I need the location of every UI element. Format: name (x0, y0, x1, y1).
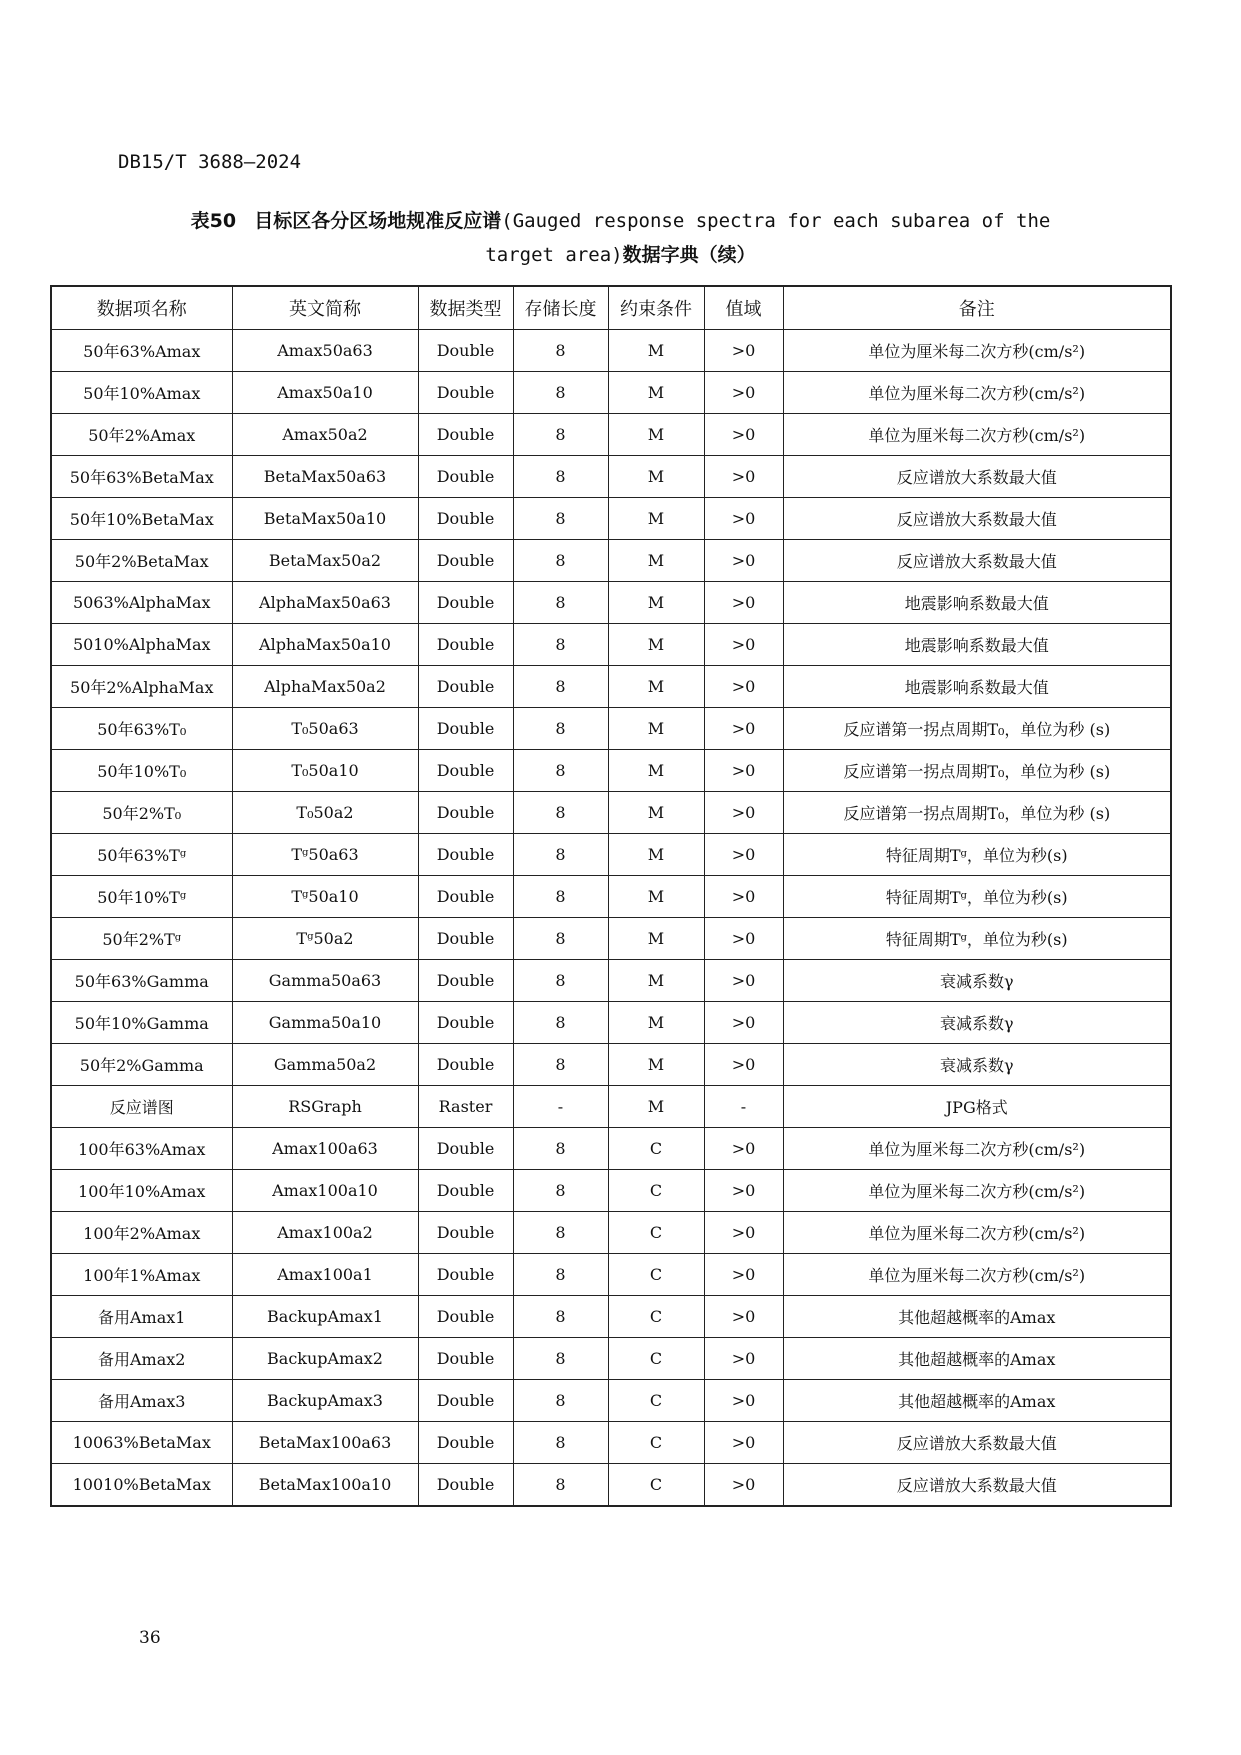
cell-length: 8 (513, 1212, 608, 1254)
cell-constraint: M (608, 1002, 704, 1044)
cell-range: >0 (704, 582, 783, 624)
cell-abbr: Amax50a2 (232, 414, 418, 456)
cell-note: 衰减系数γ (783, 1002, 1171, 1044)
cell-abbr: Amax50a63 (232, 330, 418, 372)
cell-abbr: AlphaMax50a2 (232, 666, 418, 708)
cell-name: 10010%BetaMax (51, 1464, 232, 1507)
cell-length: 8 (513, 1338, 608, 1380)
cell-type: Double (418, 1212, 513, 1254)
cell-length: 8 (513, 456, 608, 498)
cell-length: 8 (513, 1002, 608, 1044)
table-row (51, 708, 1171, 750)
cell-length: 8 (513, 1464, 608, 1507)
cell-note: 特征周期Tᵍ，单位为秒(s) (783, 834, 1171, 876)
table-row (51, 834, 1171, 876)
table-row (51, 498, 1171, 540)
cell-length: 8 (513, 750, 608, 792)
cell-length: 8 (513, 1380, 608, 1422)
cell-abbr: Gamma50a10 (232, 1002, 418, 1044)
cell-constraint: M (608, 666, 704, 708)
table-number: 表50 (190, 210, 237, 232)
cell-type: Double (418, 708, 513, 750)
cell-length: 8 (513, 372, 608, 414)
table-row (51, 666, 1171, 708)
cell-type: Double (418, 1296, 513, 1338)
table-row (51, 1422, 1171, 1464)
cell-range: >0 (704, 876, 783, 918)
cell-note: 反应谱放大系数最大值 (783, 1422, 1171, 1464)
cell-note: 衰减系数γ (783, 960, 1171, 1002)
table-row (51, 1170, 1171, 1212)
cell-constraint: C (608, 1170, 704, 1212)
table-row (51, 1212, 1171, 1254)
cell-constraint: C (608, 1380, 704, 1422)
cell-length: 8 (513, 1254, 608, 1296)
table-name-en-2: target area) (485, 244, 623, 266)
col-header-type: 数据类型 (418, 286, 513, 330)
cell-constraint: M (608, 330, 704, 372)
cell-name: 50年10%BetaMax (51, 498, 232, 540)
cell-note: 反应谱第一拐点周期T₀，单位为秒 (s) (783, 708, 1171, 750)
cell-type: Double (418, 1464, 513, 1507)
cell-constraint: M (608, 582, 704, 624)
cell-length: 8 (513, 498, 608, 540)
table-row (51, 750, 1171, 792)
table-row (51, 1002, 1171, 1044)
table-row (51, 330, 1171, 372)
cell-range: >0 (704, 666, 783, 708)
cell-type: Double (418, 918, 513, 960)
cell-range: - (704, 1086, 783, 1128)
cell-name: 100年10%Amax (51, 1170, 232, 1212)
cell-type: Double (418, 330, 513, 372)
cell-note: 单位为厘米每二次方秒(cm/s²) (783, 1170, 1171, 1212)
cell-constraint: M (608, 414, 704, 456)
table-row (51, 1464, 1171, 1507)
cell-range: >0 (704, 498, 783, 540)
cell-abbr: Amax100a2 (232, 1212, 418, 1254)
cell-type: Double (418, 750, 513, 792)
cell-constraint: M (608, 456, 704, 498)
cell-note: 其他超越概率的Amax (783, 1380, 1171, 1422)
cell-length: 8 (513, 918, 608, 960)
cell-name: 50年63%Amax (51, 330, 232, 372)
cell-name: 5010%AlphaMax (51, 624, 232, 666)
cell-name: 50年63%BetaMax (51, 456, 232, 498)
cell-type: Double (418, 834, 513, 876)
cell-name: 50年10%Gamma (51, 1002, 232, 1044)
cell-note: 单位为厘米每二次方秒(cm/s²) (783, 1128, 1171, 1170)
cell-note: 单位为厘米每二次方秒(cm/s²) (783, 330, 1171, 372)
cell-type: Double (418, 1422, 513, 1464)
table-row (51, 1254, 1171, 1296)
cell-range: >0 (704, 960, 783, 1002)
cell-length: 8 (513, 582, 608, 624)
table-title (0, 204, 1241, 272)
cell-abbr: Gamma50a2 (232, 1044, 418, 1086)
cell-range: >0 (704, 540, 783, 582)
table-row (51, 1086, 1171, 1128)
cell-abbr: T₀50a63 (232, 708, 418, 750)
col-header-range: 值域 (704, 286, 783, 330)
cell-name: 50年63%T₀ (51, 708, 232, 750)
cell-length: 8 (513, 1128, 608, 1170)
cell-constraint: M (608, 876, 704, 918)
cell-constraint: M (608, 792, 704, 834)
data-dictionary-table (50, 285, 1172, 1507)
cell-range: >0 (704, 792, 783, 834)
cell-note: 单位为厘米每二次方秒(cm/s²) (783, 414, 1171, 456)
cell-length: 8 (513, 960, 608, 1002)
table-row (51, 414, 1171, 456)
cell-range: >0 (704, 708, 783, 750)
cell-range: >0 (704, 1044, 783, 1086)
cell-range: >0 (704, 918, 783, 960)
cell-length: - (513, 1086, 608, 1128)
cell-length: 8 (513, 834, 608, 876)
table-row (51, 1296, 1171, 1338)
cell-note: 反应谱放大系数最大值 (783, 456, 1171, 498)
cell-type: Double (418, 1380, 513, 1422)
cell-abbr: BackupAmax2 (232, 1338, 418, 1380)
cell-constraint: M (608, 834, 704, 876)
cell-constraint: M (608, 624, 704, 666)
cell-length: 8 (513, 1044, 608, 1086)
cell-range: >0 (704, 1254, 783, 1296)
cell-name: 50年63%Tᵍ (51, 834, 232, 876)
cell-abbr: Amax50a10 (232, 372, 418, 414)
cell-type: Double (418, 1002, 513, 1044)
cell-name: 50年10%Tᵍ (51, 876, 232, 918)
cell-name: 50年2%Amax (51, 414, 232, 456)
cell-note: 单位为厘米每二次方秒(cm/s²) (783, 1212, 1171, 1254)
cell-constraint: C (608, 1254, 704, 1296)
cell-range: >0 (704, 834, 783, 876)
cell-type: Double (418, 498, 513, 540)
cell-name: 100年1%Amax (51, 1254, 232, 1296)
cell-abbr: AlphaMax50a10 (232, 624, 418, 666)
cell-type: Double (418, 792, 513, 834)
cell-constraint: C (608, 1422, 704, 1464)
cell-constraint: M (608, 708, 704, 750)
cell-note: JPG格式 (783, 1086, 1171, 1128)
cell-note: 单位为厘米每二次方秒(cm/s²) (783, 1254, 1171, 1296)
cell-length: 8 (513, 708, 608, 750)
cell-length: 8 (513, 1422, 608, 1464)
cell-range: >0 (704, 1002, 783, 1044)
cell-range: >0 (704, 1170, 783, 1212)
cell-abbr: Amax100a10 (232, 1170, 418, 1212)
cell-abbr: T₀50a2 (232, 792, 418, 834)
cell-note: 反应谱放大系数最大值 (783, 540, 1171, 582)
cell-constraint: C (608, 1128, 704, 1170)
cell-name: 50年2%BetaMax (51, 540, 232, 582)
cell-range: >0 (704, 414, 783, 456)
table-row (51, 1338, 1171, 1380)
cell-abbr: Amax100a63 (232, 1128, 418, 1170)
cell-type: Double (418, 876, 513, 918)
cell-name: 100年63%Amax (51, 1128, 232, 1170)
col-header-constraint: 约束条件 (608, 286, 704, 330)
cell-range: >0 (704, 1338, 783, 1380)
cell-range: >0 (704, 1296, 783, 1338)
cell-range: >0 (704, 750, 783, 792)
cell-name: 5063%AlphaMax (51, 582, 232, 624)
cell-note: 特征周期Tᵍ，单位为秒(s) (783, 918, 1171, 960)
cell-abbr: Gamma50a63 (232, 960, 418, 1002)
cell-name: 50年2%Tᵍ (51, 918, 232, 960)
col-header-note: 备注 (783, 286, 1171, 330)
col-header-length: 存储长度 (513, 286, 608, 330)
cell-note: 其他超越概率的Amax (783, 1296, 1171, 1338)
table-row (51, 540, 1171, 582)
cell-constraint: M (608, 1044, 704, 1086)
header-row (51, 286, 1171, 330)
cell-length: 8 (513, 414, 608, 456)
cell-constraint: M (608, 750, 704, 792)
cell-abbr: Tᵍ50a2 (232, 918, 418, 960)
cell-name: 50年2%AlphaMax (51, 666, 232, 708)
document-code: DB15/T 3688—2024 (118, 151, 302, 173)
cell-constraint: C (608, 1338, 704, 1380)
cell-constraint: C (608, 1212, 704, 1254)
cell-abbr: Tᵍ50a63 (232, 834, 418, 876)
cell-abbr: BackupAmax3 (232, 1380, 418, 1422)
cell-note: 反应谱第一拐点周期T₀，单位为秒 (s) (783, 792, 1171, 834)
cell-name: 50年10%Amax (51, 372, 232, 414)
cell-length: 8 (513, 330, 608, 372)
table-row (51, 792, 1171, 834)
cell-type: Double (418, 1338, 513, 1380)
cell-abbr: RSGraph (232, 1086, 418, 1128)
table-body (51, 330, 1171, 1507)
cell-abbr: BetaMax100a10 (232, 1464, 418, 1507)
cell-type: Double (418, 1044, 513, 1086)
cell-name: 50年2%Gamma (51, 1044, 232, 1086)
cell-range: >0 (704, 1380, 783, 1422)
cell-constraint: M (608, 1086, 704, 1128)
cell-note: 反应谱第一拐点周期T₀，单位为秒 (s) (783, 750, 1171, 792)
cell-range: >0 (704, 1128, 783, 1170)
cell-name: 反应谱图 (51, 1086, 232, 1128)
cell-abbr: Tᵍ50a10 (232, 876, 418, 918)
cell-abbr: BetaMax100a63 (232, 1422, 418, 1464)
table-row (51, 918, 1171, 960)
cell-name: 50年10%T₀ (51, 750, 232, 792)
cell-range: >0 (704, 1422, 783, 1464)
cell-abbr: BetaMax50a2 (232, 540, 418, 582)
cell-type: Double (418, 1170, 513, 1212)
col-header-name: 数据项名称 (51, 286, 232, 330)
cell-length: 8 (513, 792, 608, 834)
page-number: 36 (139, 1628, 161, 1648)
cell-abbr: BackupAmax1 (232, 1296, 418, 1338)
cell-note: 地震影响系数最大值 (783, 666, 1171, 708)
cell-length: 8 (513, 624, 608, 666)
cell-note: 反应谱放大系数最大值 (783, 498, 1171, 540)
table-name-cn: 目标区各分区场地规准反应谱 (254, 210, 502, 232)
cell-note: 地震影响系数最大值 (783, 624, 1171, 666)
cell-type: Double (418, 414, 513, 456)
cell-constraint: M (608, 960, 704, 1002)
cell-name: 备用Amax1 (51, 1296, 232, 1338)
table-row (51, 582, 1171, 624)
cell-name: 备用Amax2 (51, 1338, 232, 1380)
table-name-en-1: (Gauged response spectra for each subarea of the (501, 210, 1051, 232)
cell-constraint: C (608, 1464, 704, 1507)
cell-abbr: AlphaMax50a63 (232, 582, 418, 624)
table-row (51, 624, 1171, 666)
cell-note: 反应谱放大系数最大值 (783, 1464, 1171, 1507)
cell-name: 100年2%Amax (51, 1212, 232, 1254)
cell-range: >0 (704, 330, 783, 372)
cell-abbr: Amax100a1 (232, 1254, 418, 1296)
cell-name: 50年2%T₀ (51, 792, 232, 834)
cell-type: Double (418, 666, 513, 708)
cell-constraint: M (608, 498, 704, 540)
cell-type: Double (418, 540, 513, 582)
cell-type: Double (418, 372, 513, 414)
cell-range: >0 (704, 624, 783, 666)
cell-type: Double (418, 1254, 513, 1296)
table-row (51, 960, 1171, 1002)
cell-type: Double (418, 960, 513, 1002)
cell-note: 地震影响系数最大值 (783, 582, 1171, 624)
table-name-suffix: 数据字典（续） (622, 244, 756, 266)
cell-constraint: C (608, 1296, 704, 1338)
cell-type: Double (418, 456, 513, 498)
table-row (51, 1380, 1171, 1422)
cell-length: 8 (513, 876, 608, 918)
cell-type: Raster (418, 1086, 513, 1128)
cell-range: >0 (704, 1464, 783, 1507)
table-row (51, 1128, 1171, 1170)
cell-type: Double (418, 1128, 513, 1170)
cell-note: 单位为厘米每二次方秒(cm/s²) (783, 372, 1171, 414)
cell-name: 备用Amax3 (51, 1380, 232, 1422)
table-row (51, 456, 1171, 498)
cell-length: 8 (513, 540, 608, 582)
cell-abbr: T₀50a10 (232, 750, 418, 792)
cell-abbr: BetaMax50a63 (232, 456, 418, 498)
cell-constraint: M (608, 540, 704, 582)
cell-constraint: M (608, 918, 704, 960)
col-header-abbr: 英文简称 (232, 286, 418, 330)
cell-length: 8 (513, 666, 608, 708)
cell-note: 衰减系数γ (783, 1044, 1171, 1086)
table-row (51, 372, 1171, 414)
cell-abbr: BetaMax50a10 (232, 498, 418, 540)
cell-note: 其他超越概率的Amax (783, 1338, 1171, 1380)
cell-name: 50年63%Gamma (51, 960, 232, 1002)
cell-length: 8 (513, 1170, 608, 1212)
cell-name: 10063%BetaMax (51, 1422, 232, 1464)
table-row (51, 876, 1171, 918)
cell-constraint: M (608, 372, 704, 414)
table-row (51, 1044, 1171, 1086)
cell-note: 特征周期Tᵍ，单位为秒(s) (783, 876, 1171, 918)
cell-range: >0 (704, 372, 783, 414)
cell-range: >0 (704, 1212, 783, 1254)
cell-length: 8 (513, 1296, 608, 1338)
cell-type: Double (418, 624, 513, 666)
cell-range: >0 (704, 456, 783, 498)
cell-type: Double (418, 582, 513, 624)
